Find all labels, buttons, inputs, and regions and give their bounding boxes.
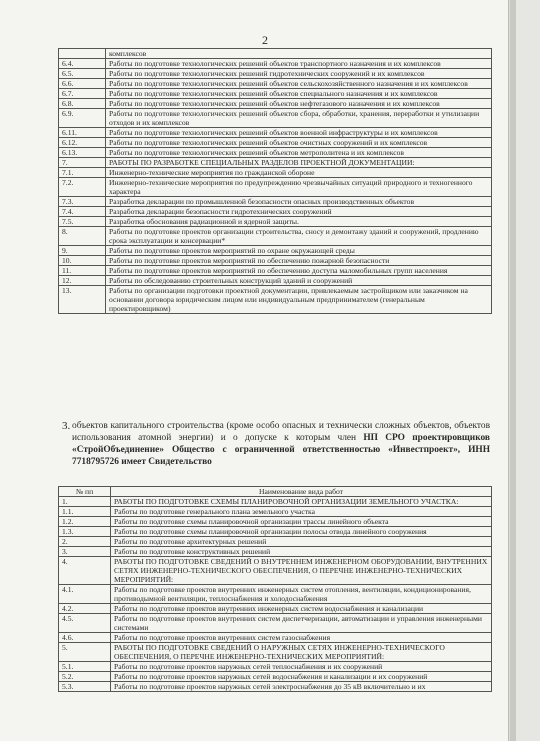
row-description-cell: Работы по подготовке технологических решений объектов нефтегазового назначения и их комплексов (106, 99, 492, 109)
row-description-cell: Работы по обследованию строительных конструкций зданий и сооружений (106, 276, 492, 286)
paragraph-bold-text: НП СРО проектировщиков «СтройОбъединение» Общество с ограниченной ответственностью «Инвестпроект», ИНН 7718795726 имеет Свидетельство (72, 433, 490, 467)
table-row (59, 217, 492, 227)
row-description-cell: Работы по подготовке конструктивных решений (111, 547, 492, 557)
row-description-cell: Работы по подготовке проектов наружных сетей теплоснабжения и их сооружений (111, 662, 492, 672)
table-row (59, 527, 492, 537)
row-number-cell: 4. (59, 557, 111, 585)
table-row (59, 59, 492, 69)
table-row (59, 585, 492, 604)
row-number-cell: 5.3. (59, 682, 111, 692)
row-number-cell: 6.8. (59, 99, 106, 109)
row-description-cell: Работы по подготовке технологических решений объектов военной инфраструктуры и их комплексов (106, 128, 492, 138)
row-description-cell: Разработка обоснования радиационной и ядерной защиты. (106, 217, 492, 227)
table-row (59, 138, 492, 148)
table-row (59, 128, 492, 138)
table-row (59, 158, 492, 168)
row-description-cell: Разработка декларации безопасности гидротехнических сооружений (106, 207, 492, 217)
row-number-cell: 4.6. (59, 633, 111, 643)
table-row (59, 79, 492, 89)
row-number-cell: 7.1. (59, 168, 106, 178)
row-number-cell: 6.9. (59, 109, 106, 128)
work-types-table-1 (58, 48, 492, 314)
table-row (59, 256, 492, 266)
row-description-cell: Работы по подготовке проектов внутренних инженерных систем водоснабжения и канализации (111, 604, 492, 614)
table-row (59, 672, 492, 682)
page-fold-shadow (510, 0, 516, 741)
row-number-cell: 6.7. (59, 89, 106, 99)
table-row (59, 246, 492, 256)
table-row (59, 276, 492, 286)
row-description-cell: Работы по подготовке технологических решений объектов очистных сооружений и их комплексов (106, 138, 492, 148)
row-number-cell: 1.1. (59, 507, 111, 517)
work-types-table-2 (58, 486, 492, 692)
row-description-cell: комплексов (106, 49, 492, 59)
table-row (59, 643, 492, 662)
table-row (59, 682, 492, 692)
table-row (59, 99, 492, 109)
table-row (59, 197, 492, 207)
row-number-cell: 8. (59, 227, 106, 246)
row-description-cell: Инженерно-технические мероприятия по предупреждению чрезвычайных ситуаций природного и техногенного характера (106, 178, 492, 197)
row-number-cell: 6.6. (59, 79, 106, 89)
row-description-cell: Работы по подготовке технологических решений гидротехнических сооружений и их комплексов (106, 69, 492, 79)
row-description-cell: Инженерно-технические мероприятия по гражданской обороне (106, 168, 492, 178)
row-number-cell: 6.12. (59, 138, 106, 148)
page-number: 2 (262, 33, 268, 47)
row-description-cell: Разработка декларации по промышленной безопасности опасных производственных объектов (106, 197, 492, 207)
row-description-cell: Работы по подготовке проектов внутренних инженерных систем отопления, вентиляции, кондиционирования, противодымной вентиляции, теплоснабжения и холодоснабжения (111, 585, 492, 604)
table-row (59, 507, 492, 517)
row-number-cell: 3. (59, 547, 111, 557)
row-number-cell: 1.3. (59, 527, 111, 537)
table-row (59, 69, 492, 79)
row-description-cell: Работы по подготовке схемы планировочной организации полосы отвода линейного сооружения (111, 527, 492, 537)
row-description-cell: Работы по подготовке проектов внутренних систем диспетчеризации, автоматизации и управления инженерными системами (111, 614, 492, 633)
row-description-cell: РАБОТЫ ПО ПОДГОТОВКЕ СХЕМЫ ПЛАНИРОВОЧНОЙ ОРГАНИЗАЦИИ ЗЕМЕЛЬНОГО УЧАСТКА: (111, 497, 492, 507)
paragraph-number: 3. (62, 420, 71, 432)
row-number-cell: 11. (59, 266, 106, 276)
row-number-cell: 12. (59, 276, 106, 286)
row-description-cell: Работы по подготовке проектов наружных сетей электроснабжения до 35 кВ включительно и их (111, 682, 492, 692)
row-number-cell: 4.2. (59, 604, 111, 614)
row-number-cell: 5. (59, 643, 111, 662)
row-number-cell: 6.5. (59, 69, 106, 79)
row-number-cell: 5.2. (59, 672, 111, 682)
row-description-cell: РАБОТЫ ПО РАЗРАБОТКЕ СПЕЦИАЛЬНЫХ РАЗДЕЛОВ ПРОЕКТНОЙ ДОКУМЕНТАЦИИ: (106, 158, 492, 168)
row-description-cell: Работы по подготовке проектов мероприятий по обеспечению пожарной безопасности (106, 256, 492, 266)
row-description-cell: Работы по подготовке технологических решений объектов сбора, обработки, хранения, переработки и утилизации отходов и их комплексов (106, 109, 492, 128)
table-row (59, 286, 492, 314)
row-description-cell: Работы по подготовке проектов организации строительства, сносу и демонтажу зданий и сооружений, продлению срока эксплуатации и консервации* (106, 227, 492, 246)
row-number-cell: 6.4. (59, 59, 106, 69)
table-row (59, 178, 492, 197)
row-description-cell: РАБОТЫ ПО ПОДГОТОВКЕ СВЕДЕНИЙ О ВНУТРЕННЕМ ИНЖЕНЕРНОМ ОБОРУДОВАНИИ, ВНУТРЕННИХ СЕТЯХ ИНЖЕНЕРНО-ТЕХНИЧЕСКОГО ОБЕСПЕЧЕНИЯ, О ПЕРЕЧНЕ ИНЖЕНЕРНО-ТЕХНИЧЕСКИХ МЕРОПРИЯТИЙ: (111, 557, 492, 585)
table-row (59, 517, 492, 527)
row-number-cell: 7.2. (59, 178, 106, 197)
row-description-cell: Работы по подготовке проектов мероприятий по охране окружающей среды (106, 246, 492, 256)
table-row (59, 497, 492, 507)
row-number-cell: 2. (59, 537, 111, 547)
row-number-cell: 1. (59, 497, 111, 507)
table-row (59, 207, 492, 217)
row-description-cell: Работы по подготовке генерального плана земельного участка (111, 507, 492, 517)
row-number-cell (59, 49, 106, 59)
row-number-cell: 9. (59, 246, 106, 256)
adjacent-page-edge (510, 0, 540, 741)
table-row (59, 148, 492, 158)
row-number-cell: 13. (59, 286, 106, 314)
row-number-cell: 1.2. (59, 517, 111, 527)
table-row (59, 604, 492, 614)
table-row (59, 168, 492, 178)
row-description-cell: РАБОТЫ ПО ПОДГОТОВКЕ СВЕДЕНИЙ О НАРУЖНЫХ СЕТЯХ ИНЖЕНЕРНО-ТЕХНИЧЕСКОГО ОБЕСПЕЧЕНИЯ, О ПЕРЕЧНЕ ИНЖЕНЕРНО-ТЕХНИЧЕСКИХ МЕРОПРИЯТИЙ: (111, 643, 492, 662)
table-row (59, 557, 492, 585)
certificate-paragraph (62, 420, 490, 468)
row-description-cell: Работы по организации подготовки проектной документации, привлекаемым застройщиком или заказчиком на основании договора юридическим лицом или индивидуальным предпринимателем (генеральным проектировщиком) (106, 286, 492, 314)
table-header-row (59, 487, 492, 497)
row-number-cell: 7.5. (59, 217, 106, 227)
table-row (59, 537, 492, 547)
row-number-cell: 6.13. (59, 148, 106, 158)
row-number-cell: 5.1. (59, 662, 111, 672)
header-num-cell: № пп (59, 487, 111, 497)
row-description-cell: Работы по подготовке технологических решений объектов метрополитена и их комплексов (106, 148, 492, 158)
row-number-cell: 10. (59, 256, 106, 266)
row-description-cell: Работы по подготовке технологических решений объектов специального назначения и их комплексов (106, 89, 492, 99)
table-row (59, 547, 492, 557)
table-row (59, 109, 492, 128)
table-row (59, 614, 492, 633)
table-row (59, 89, 492, 99)
row-description-cell: Работы по подготовке схемы планировочной организации трассы линейного объекта (111, 517, 492, 527)
row-description-cell: Работы по подготовке проектов мероприятий по обеспечению доступа маломобильных групп населения (106, 266, 492, 276)
header-name-cell: Наименование вида работ (111, 487, 492, 497)
row-number-cell: 7.4. (59, 207, 106, 217)
row-description-cell: Работы по подготовке проектов внутренних систем газоснабжения (111, 633, 492, 643)
table-row (59, 227, 492, 246)
row-description-cell: Работы по подготовке архитектурных решений (111, 537, 492, 547)
row-description-cell: Работы по подготовке технологических решений объектов сельскохозяйственного назначения и их комплексов (106, 79, 492, 89)
table-row (59, 662, 492, 672)
row-description-cell: Работы по подготовке проектов наружных сетей водоснабжения и канализации и их сооружений (111, 672, 492, 682)
row-number-cell: 4.5. (59, 614, 111, 633)
table-row (59, 266, 492, 276)
row-description-cell: Работы по подготовке технологических решений объектов транспортного назначения и их комплексов (106, 59, 492, 69)
table-row (59, 633, 492, 643)
table-row (59, 49, 492, 59)
row-number-cell: 7.3. (59, 197, 106, 207)
row-number-cell: 4.1. (59, 585, 111, 604)
row-number-cell: 6.11. (59, 128, 106, 138)
paragraph-text: объектов капитального строительства (кроме особо опасных и технически сложных объектов, объектов использования атомной энергии) и о допуске к которым член (72, 421, 490, 443)
row-number-cell: 7. (59, 158, 106, 168)
